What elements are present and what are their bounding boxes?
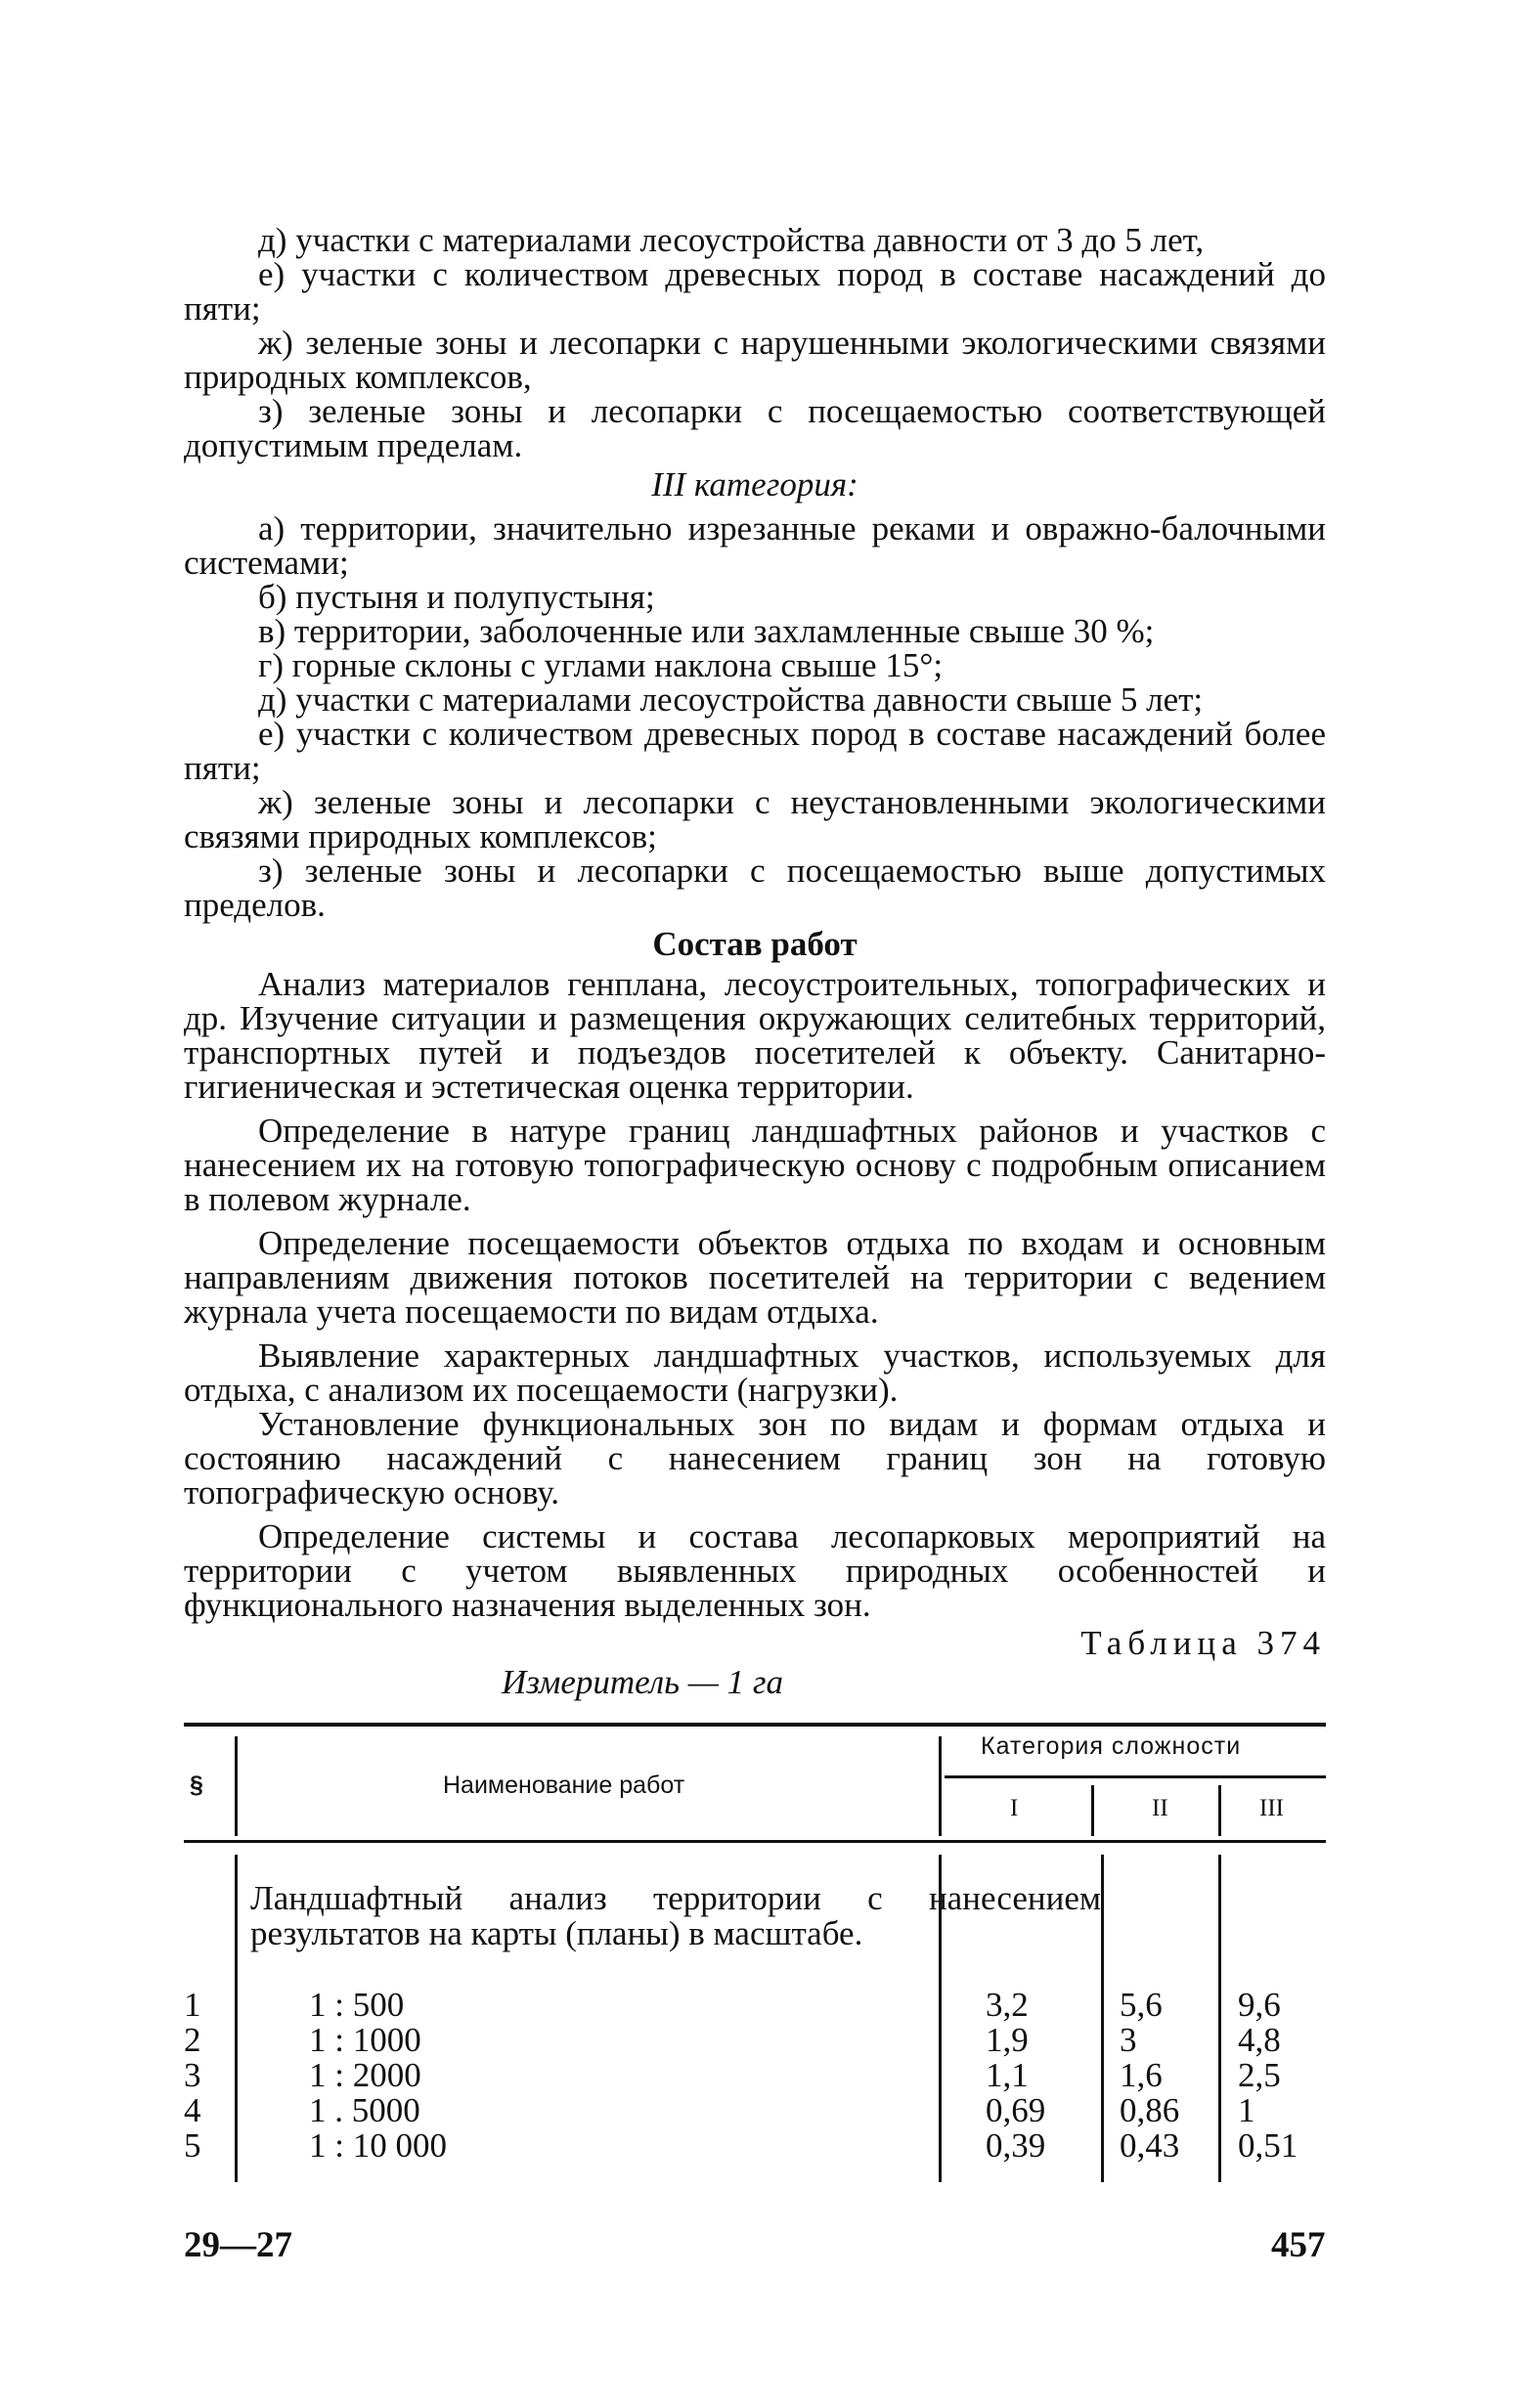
works-paragraph: Установление функциональных зон по видам и формам отдыха и состоянию насаждений с нанесением границ зон на готовую топографическую основу. <box>184 1405 1326 1511</box>
col-header-cat-iii: III <box>1259 1795 1284 1821</box>
table-row: 3 1 : 2000 1,1 1,6 2,5 <box>184 2056 1281 2094</box>
col-header-category: Категория сложности <box>981 1732 1242 1760</box>
col-header-cat-i: I <box>1010 1795 1019 1821</box>
norms-table <box>184 1723 1326 2182</box>
item-zh-cat2: ж) зеленые зоны и лесопарки с нарушенными экологическими связями природных комплексов, <box>184 324 1326 396</box>
item-z-cat2: з) зеленые зоны и лесопарки с посещаемостью соответствующей допустимым пределам. <box>184 392 1326 464</box>
item-e-cat2: е) участки с количеством древесных пород в составе насаждений до пяти; <box>184 255 1326 328</box>
cat3-item-v: в) территории, заболоченные или захламленные свыше 30 %; <box>258 612 1155 650</box>
text-column <box>184 223 1326 1702</box>
table-row: 1 1 : 500 3,2 5,6 9,6 <box>184 1986 1281 2024</box>
works-paragraph: Определение посещаемости объектов отдыха по входам и основным направлениям движения потоков посетителей на территории с ведением журнала учета посещаемости по видам отдыха. <box>184 1224 1326 1331</box>
table-row: 5 1 : 10 000 0,39 0,43 0,51 <box>184 2126 1298 2165</box>
works-paragraph: Определение в натуре границ ландшафтных районов и участков с нанесением их на готовую топографическую основу с подробным описанием в полевом журнале. <box>184 1112 1326 1218</box>
table-number: Таблица 374 <box>1080 1624 1326 1662</box>
cat3-item-g: г) горные склоны с углами наклона свыше 15°; <box>258 646 944 684</box>
signature-mark: 29—27 <box>184 2225 292 2265</box>
category3-heading: III категория: <box>651 465 858 503</box>
table-measure: Измеритель — 1 га <box>501 1663 784 1701</box>
cat3-item-a: а) территории, значительно изрезанные реками и овражно-балочными системами; <box>184 509 1326 582</box>
works-paragraph: Анализ материалов генплана, лесоустроительных, топографических и др. Изучение ситуации и размещения окружающих селитебных территорий, транспортных путей и подъездов посетителей к объекту. Санитарно-гигиеническая и эстетическая оценка территории. <box>184 965 1326 1106</box>
cat3-item-b: б) пустыня и полупустыня; <box>258 578 655 616</box>
page-number: 457 <box>1271 2225 1326 2265</box>
col-header-cat-ii: II <box>1152 1795 1168 1821</box>
table-top-rule <box>184 1723 1326 1727</box>
works-paragraph: Определение системы и состава лесопарковых мероприятий на территории с учетом выявленных природных особенностей и функционального назначения выделенных зон. <box>184 1517 1326 1624</box>
item-d-cat2: д) участки с материалами лесоустройства давности от 3 до 5 лет, <box>258 221 1205 259</box>
work-description: Ландшафтный анализ территории с нанесением результатов на карты (планы) в масштабе. <box>250 1879 1101 1952</box>
col-header-name: Наименование работ <box>443 1772 685 1799</box>
cat3-item-zh: ж) зеленые зоны и лесопарки с неустановленными экологическими связями природных комплексов; <box>184 783 1326 855</box>
table-row: 2 1 : 1000 1,9 3 4,8 <box>184 2021 1281 2059</box>
col-header-section: § <box>190 1772 203 1799</box>
table-header-rule <box>184 1840 1326 1843</box>
cat3-item-d: д) участки с материалами лесоустройства давности свыше 5 лет; <box>258 680 1204 719</box>
cat3-item-e: е) участки с количеством древесных пород в составе насаждений более пяти; <box>184 715 1326 787</box>
works-heading: Состав работ <box>652 925 858 963</box>
works-paragraph: Выявление характерных ландшафтных участков, используемых для отдыха, с анализом их посещаемости (нагрузки). <box>184 1336 1326 1409</box>
cat3-item-z: з) зеленые зоны и лесопарки с посещаемостью выше допустимых пределов. <box>184 852 1326 924</box>
table-row: 4 1 . 5000 0,69 0,86 1 <box>184 2091 1255 2129</box>
category-group-rule <box>945 1775 1326 1778</box>
